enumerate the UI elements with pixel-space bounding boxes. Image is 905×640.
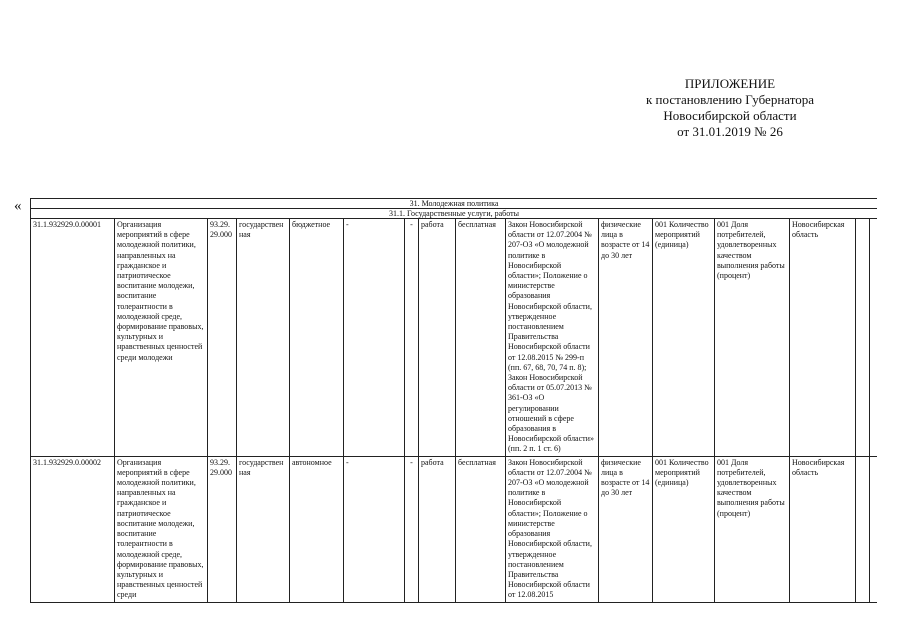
header-line-3: Новосибирской области [663, 108, 797, 123]
okved-code: 93.29. 29.000 [208, 219, 237, 457]
region-cell: Новосибирская область [790, 456, 856, 602]
section-row [31, 199, 878, 209]
legal-basis: Закон Новосибирской области от 12.07.2004 № 207-ОЗ «О молодежной политике в Новосибирской области»; Положение о министерстве образования Новосибирской области, утвержденное постановлением Правительства Новосибирской области от 12.08.2015 [506, 456, 599, 602]
legal-basis: Закон Новосибирской области от 12.07.2004 № 207-ОЗ «О молодежной политике в Новосибирской области»; Положение о министерстве образования Новосибирской области, утвержденное постановлением Правительства Новосибирской области от 12.08.2015 № 299-п (пп. 67, 68, 70, 74 п. 8); Закон Новосибирской области от 05.07.2013 № 361-ОЗ «О регулировании отношений в сфере образования в Новосибирской области» (пп. 2 п. 1 ст. 6) [506, 219, 599, 457]
empty-cell [870, 219, 878, 457]
services-table-container [30, 198, 877, 608]
empty-cell [870, 456, 878, 602]
subsection-title: 31.1. Государственные услуги, работы [31, 209, 878, 219]
empty-cell [856, 219, 870, 457]
header-line-2: к постановлению Губернатора [645, 92, 815, 107]
fee-cell: бесплатная [456, 219, 506, 457]
volume-indicator: 001 Количество мероприятий (единица) [653, 456, 715, 602]
kind-cell: работа [419, 456, 456, 602]
consumers-cell: физические лица в возрасте от 14 до 30 лет [599, 456, 653, 602]
okved-code: 93.29. 29.000 [208, 456, 237, 602]
kind-cell: работа [419, 219, 456, 457]
dash-cell-2: - [405, 456, 419, 602]
institution-type: бюджетное [290, 219, 344, 457]
quality-indicator: 001 Доля потребителей, удовлетворенных качеством выполнения работы (процент) [715, 456, 790, 602]
empty-cell [856, 456, 870, 602]
section-title: 31. Молодежная политика [31, 199, 878, 209]
document-header [600, 76, 860, 140]
service-type: государственная [237, 219, 290, 457]
dash-cell-2: - [405, 219, 419, 457]
dash-cell-1: - [344, 456, 405, 602]
table-row [31, 456, 878, 602]
opening-quote-mark: « [14, 198, 22, 214]
service-type: государственная [237, 456, 290, 602]
region-cell: Новосибирская область [790, 219, 856, 457]
volume-indicator: 001 Количество мероприятий (единица) [653, 219, 715, 457]
service-code: 31.1.932929.0.00001 [31, 219, 115, 457]
service-name: Организация мероприятий в сфере молодежной политики, направленных на гражданское и патриотическое воспитание молодежи, воспитание толерантности в молодежной среде, формирование правовых, культурных и нравственных ценностей среди молодежи [115, 219, 208, 457]
institution-type: автономное [290, 456, 344, 602]
service-name: Организация мероприятий в сфере молодежной политики, направленных на гражданское и патриотическое воспитание молодежи, воспитание толерантности в молодежной среде, формирование правовых, культурных и нравственных ценностей среди [115, 456, 208, 602]
header-title: ПРИЛОЖЕНИЕ [684, 76, 776, 91]
dash-cell-1: - [344, 219, 405, 457]
table-row [31, 219, 878, 457]
header-line-4: от 31.01.2019 № 26 [677, 124, 783, 139]
quality-indicator: 001 Доля потребителей, удовлетворенных качеством выполнения работы (процент) [715, 219, 790, 457]
consumers-cell: физические лица в возрасте от 14 до 30 лет [599, 219, 653, 457]
fee-cell: бесплатная [456, 456, 506, 602]
services-table [30, 198, 877, 603]
service-code: 31.1.932929.0.00002 [31, 456, 115, 602]
subsection-row [31, 209, 878, 219]
